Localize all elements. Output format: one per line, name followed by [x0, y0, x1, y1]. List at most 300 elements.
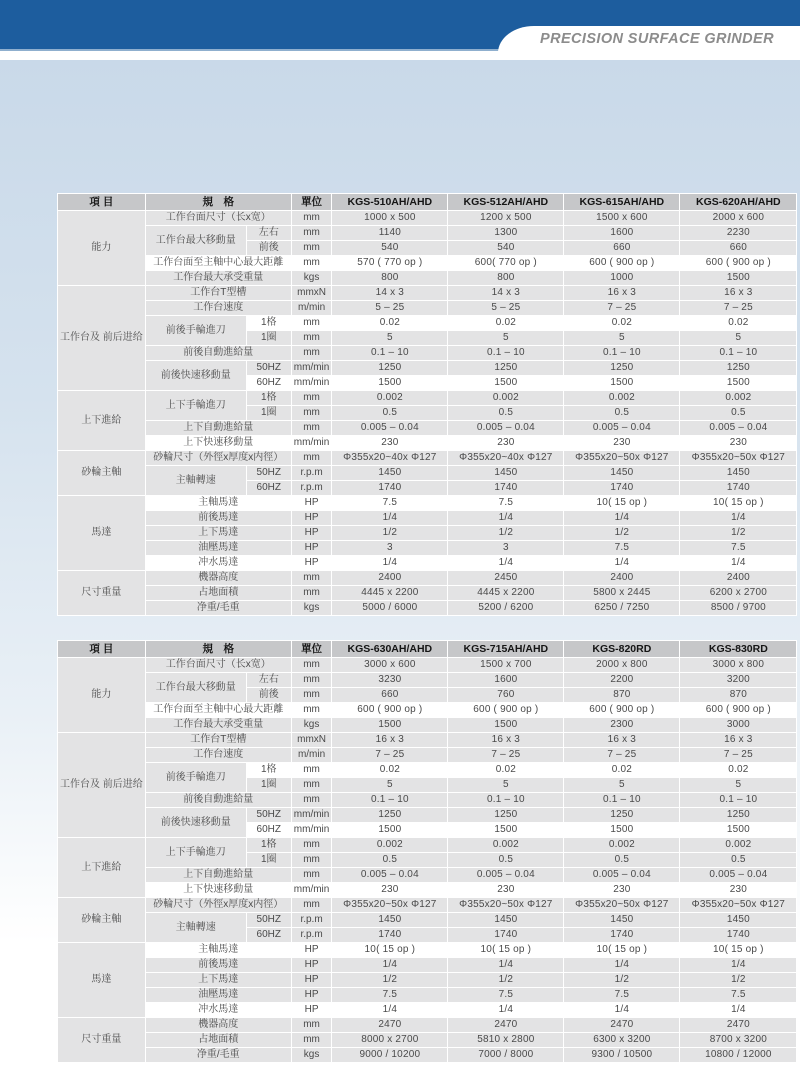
value-cell: 1500	[680, 823, 796, 837]
table-row	[58, 346, 796, 360]
unit-cell: kgs	[292, 601, 332, 615]
group-cell: 工作台及 前后进给	[58, 733, 145, 837]
value-cell: 10( 15 op )	[680, 496, 796, 510]
value-cell: 0.002	[448, 838, 563, 852]
value-cell: 0.1 – 10	[448, 346, 563, 360]
value-cell: 1250	[448, 808, 563, 822]
value-cell: 1/4	[448, 1003, 563, 1017]
value-cell: 800	[448, 271, 563, 285]
value-cell: 230	[680, 436, 796, 450]
value-cell: 1600	[564, 226, 679, 240]
value-cell: 7.5	[332, 496, 447, 510]
value-cell: 0.005 – 0.04	[564, 421, 679, 435]
value-cell: 7.5	[680, 541, 796, 555]
value-cell: 0.5	[680, 406, 796, 420]
value-cell: 5 – 25	[448, 301, 563, 315]
value-cell: 1/4	[332, 556, 447, 570]
column-header-spec: 規 格	[146, 641, 291, 657]
unit-cell: mm	[292, 1033, 332, 1047]
value-cell: 6250 / 7250	[564, 601, 679, 615]
value-cell: 0.1 – 10	[448, 793, 563, 807]
value-cell: 1/2	[680, 526, 796, 540]
value-cell: 16 x 3	[680, 733, 796, 747]
table-row	[58, 808, 796, 822]
value-cell: 0.1 – 10	[332, 793, 447, 807]
unit-cell: mm	[292, 778, 332, 792]
spec-cell: 工作台速度	[146, 301, 291, 315]
value-cell: 1500	[680, 271, 796, 285]
value-cell: 1450	[448, 466, 563, 480]
value-cell: 1200 x 500	[448, 211, 563, 225]
unit-cell: mm	[292, 763, 332, 777]
spec-cell: 前後自動進給量	[146, 346, 291, 360]
table-row	[58, 868, 796, 882]
group-cell: 砂輪主軸	[58, 451, 145, 495]
spec-cell: 上下馬達	[146, 526, 291, 540]
value-cell: 230	[564, 883, 679, 897]
spec-sub-cell: 50HZ	[247, 361, 291, 375]
banner-swoosh	[498, 26, 800, 60]
unit-cell: HP	[292, 556, 332, 570]
value-cell: 1500	[448, 376, 563, 390]
value-cell: Φ355x20~50x Φ127	[332, 898, 447, 912]
table-row	[58, 301, 796, 315]
table-row	[58, 511, 796, 525]
value-cell: 660	[680, 241, 796, 255]
table-row	[58, 673, 796, 687]
top-banner	[0, 0, 800, 51]
value-cell: 1740	[680, 481, 796, 495]
table-row	[58, 256, 796, 270]
spec-cell: 主軸馬達	[146, 943, 291, 957]
spec-sub-cell: 前後	[247, 688, 291, 702]
table-row	[58, 436, 796, 450]
value-cell: 230	[332, 883, 447, 897]
spec-sub-cell: 1圈	[247, 853, 291, 867]
value-cell: 14 x 3	[332, 286, 447, 300]
value-cell: 870	[564, 688, 679, 702]
spec-cell: 前後手輪進刀	[146, 316, 246, 345]
model-header: KGS-630AH/AHD	[332, 641, 447, 657]
table-row	[58, 466, 796, 480]
value-cell: 870	[680, 688, 796, 702]
value-cell: 7 – 25	[680, 301, 796, 315]
spec-cell: 上下自動進給量	[146, 421, 291, 435]
spec-sub-cell: 1圈	[247, 331, 291, 345]
value-cell: 760	[448, 688, 563, 702]
unit-cell: mm	[292, 793, 332, 807]
value-cell: 1/4	[564, 958, 679, 972]
spec-sub-cell: 60HZ	[247, 928, 291, 942]
unit-cell: mm	[292, 868, 332, 882]
value-cell: 1500 x 600	[564, 211, 679, 225]
group-cell: 能力	[58, 658, 145, 732]
spec-sub-cell: 前後	[247, 241, 291, 255]
table-row	[58, 718, 796, 732]
value-cell: 3000 x 800	[680, 658, 796, 672]
table-row	[58, 1033, 796, 1047]
column-header-spec: 規 格	[146, 194, 291, 210]
value-cell: 2230	[680, 226, 796, 240]
value-cell: 7.5	[564, 988, 679, 1002]
unit-cell: mm	[292, 316, 332, 330]
unit-cell: HP	[292, 511, 332, 525]
unit-cell: kgs	[292, 718, 332, 732]
value-cell: 1740	[448, 481, 563, 495]
group-cell: 工作台及 前后进给	[58, 286, 145, 390]
spec-cell: 工作台最大移動量	[146, 226, 246, 255]
value-cell: 1250	[680, 361, 796, 375]
value-cell: 1/4	[332, 1003, 447, 1017]
spec-sub-cell: 1格	[247, 763, 291, 777]
value-cell: 1500	[332, 376, 447, 390]
unit-cell: mm/min	[293, 884, 330, 896]
value-cell: 0.1 – 10	[564, 793, 679, 807]
unit-cell: mm	[292, 241, 332, 255]
value-cell: 1/2	[332, 973, 447, 987]
spec-sub-cell: 1格	[247, 838, 291, 852]
value-cell: 0.02	[564, 763, 679, 777]
value-cell: 0.5	[448, 853, 563, 867]
spec-cell: 上下手輪進刀	[146, 391, 246, 420]
spec-sub-cell: 1圈	[247, 406, 291, 420]
unit-cell: HP	[292, 958, 332, 972]
table-row	[58, 988, 796, 1002]
value-cell: 1500	[680, 376, 796, 390]
unit-cell: mm	[292, 421, 332, 435]
value-cell: 2000 x 800	[564, 658, 679, 672]
unit-cell: HP	[292, 943, 332, 957]
value-cell: 2400	[332, 571, 447, 585]
value-cell: 5	[680, 331, 796, 345]
table-row	[58, 451, 796, 465]
value-cell: 7.5	[564, 541, 679, 555]
value-cell: Φ355x20~50x Φ127	[564, 898, 679, 912]
value-cell: 600 ( 900 op )	[564, 256, 679, 270]
spec-sub-cell: 60HZ	[247, 376, 291, 390]
value-cell: 2400	[564, 571, 679, 585]
value-cell: 0.5	[680, 853, 796, 867]
value-cell: 5	[448, 778, 563, 792]
value-cell: 1250	[564, 361, 679, 375]
spec-sub-cell: 1圈	[247, 778, 291, 792]
spec-cell: 净重/毛重	[146, 601, 291, 615]
unit-cell: mm	[292, 586, 332, 600]
value-cell: 4445 x 2200	[448, 586, 563, 600]
table-row	[58, 703, 796, 717]
unit-cell: mm	[292, 673, 332, 687]
spec-cell: 上下快速移動量	[146, 436, 291, 450]
table-row	[58, 883, 796, 897]
value-cell: 1/2	[332, 526, 447, 540]
table-row	[58, 586, 796, 600]
spec-cell: 工作台面尺寸（长x宽）	[146, 658, 291, 672]
spec-cell: 油壓馬達	[146, 988, 291, 1002]
unit-cell: mm	[292, 1018, 332, 1032]
spec-cell: 工作台最大承受重量	[146, 718, 291, 732]
value-cell: 5	[564, 331, 679, 345]
value-cell: 0.002	[564, 838, 679, 852]
column-header-unit: 單位	[292, 641, 332, 657]
table-row	[58, 793, 796, 807]
value-cell: 9000 / 10200	[332, 1048, 447, 1062]
group-cell: 尺寸重量	[58, 1018, 145, 1062]
value-cell: 7 – 25	[680, 748, 796, 762]
value-cell: 660	[332, 688, 447, 702]
column-header-item: 項 目	[58, 194, 145, 210]
value-cell: 0.002	[564, 391, 679, 405]
value-cell: 540	[332, 241, 447, 255]
value-cell: 1140	[332, 226, 447, 240]
column-header-item: 項 目	[58, 641, 145, 657]
table-row	[58, 1048, 796, 1062]
value-cell: 1/2	[564, 526, 679, 540]
value-cell: 14 x 3	[448, 286, 563, 300]
value-cell: 0.1 – 10	[332, 346, 447, 360]
value-cell: 2000 x 600	[680, 211, 796, 225]
value-cell: 1500	[564, 823, 679, 837]
spec-table-container-2	[57, 640, 797, 1063]
value-cell: 2300	[564, 718, 679, 732]
value-cell: 540	[448, 241, 563, 255]
spec-cell: 機器高度	[146, 571, 291, 585]
value-cell: 0.005 – 0.04	[332, 421, 447, 435]
spec-cell: 上下快速移動量	[146, 883, 291, 897]
value-cell: 10( 15 op )	[564, 496, 679, 510]
unit-cell: mm/min	[293, 377, 330, 389]
value-cell: 1740	[332, 481, 447, 495]
spec-cell: 工作台T型槽	[146, 286, 291, 300]
table-row	[58, 913, 796, 927]
spec-cell: 前後自動進給量	[146, 793, 291, 807]
value-cell: 1/2	[448, 973, 563, 987]
value-cell: 0.02	[680, 316, 796, 330]
unit-cell: r.p.m	[292, 466, 332, 480]
table-row	[58, 286, 796, 300]
spec-cell: 工作台最大移動量	[146, 673, 246, 702]
value-cell: 570 ( 770 op )	[332, 256, 447, 270]
unit-cell: mm	[292, 838, 332, 852]
unit-cell: mm	[292, 346, 332, 360]
value-cell: 1250	[448, 361, 563, 375]
value-cell: 0.005 – 0.04	[564, 868, 679, 882]
value-cell: 3230	[332, 673, 447, 687]
spec-cell: 工作台最大承受重量	[146, 271, 291, 285]
spec-sub-cell: 60HZ	[247, 481, 291, 495]
spec-cell: 工作台面至主軸中心最大距離	[146, 256, 291, 270]
page-title: PRECISION SURFACE GRINDER	[540, 31, 774, 47]
unit-cell: r.p.m	[292, 913, 332, 927]
value-cell: 16 x 3	[680, 286, 796, 300]
unit-cell: mm	[292, 658, 332, 672]
value-cell: 1/4	[448, 556, 563, 570]
value-cell: 1450	[564, 913, 679, 927]
value-cell: 7.5	[332, 988, 447, 1002]
value-cell: 1450	[680, 913, 796, 927]
value-cell: 7 – 25	[564, 301, 679, 315]
value-cell: 1250	[332, 808, 447, 822]
unit-cell: mmxN	[292, 733, 332, 747]
value-cell: 6300 x 3200	[564, 1033, 679, 1047]
table-row	[58, 763, 796, 777]
spec-cell: 上下馬達	[146, 973, 291, 987]
unit-cell: mm	[292, 391, 332, 405]
unit-cell: HP	[292, 1003, 332, 1017]
value-cell: 3200	[680, 673, 796, 687]
value-cell: 1500	[448, 718, 563, 732]
value-cell: 600 ( 900 op )	[680, 703, 796, 717]
column-header-unit: 單位	[292, 194, 332, 210]
value-cell: Φ355x20~50x Φ127	[448, 898, 563, 912]
unit-cell: mm	[292, 406, 332, 420]
unit-cell: kgs	[292, 271, 332, 285]
value-cell: 7000 / 8000	[448, 1048, 563, 1062]
unit-cell: mm	[292, 451, 332, 465]
table-row	[58, 226, 796, 240]
value-cell: 16 x 3	[564, 733, 679, 747]
value-cell: 1740	[564, 481, 679, 495]
model-header: KGS-820RD	[564, 641, 679, 657]
unit-cell: mm	[292, 853, 332, 867]
value-cell: 2470	[564, 1018, 679, 1032]
value-cell: 5	[448, 331, 563, 345]
group-cell: 砂輪主軸	[58, 898, 145, 942]
value-cell: 1/2	[564, 973, 679, 987]
spec-cell: 前後快速移動量	[146, 361, 246, 390]
value-cell: 1250	[332, 361, 447, 375]
value-cell: 1000 x 500	[332, 211, 447, 225]
value-cell: 5800 x 2445	[564, 586, 679, 600]
unit-cell: mm	[292, 211, 332, 225]
value-cell: 0.02	[448, 316, 563, 330]
spec-cell: 砂輪尺寸（外徑x厚度x内徑）	[146, 451, 291, 465]
value-cell: 0.02	[564, 316, 679, 330]
value-cell: 5000 / 6000	[332, 601, 447, 615]
value-cell: 1/4	[564, 1003, 679, 1017]
value-cell: 1250	[564, 808, 679, 822]
table-row	[58, 211, 796, 225]
value-cell: 0.02	[448, 763, 563, 777]
table-row	[58, 1003, 796, 1017]
unit-cell: HP	[292, 541, 332, 555]
value-cell: 5	[564, 778, 679, 792]
table-row	[58, 958, 796, 972]
table-row	[58, 733, 796, 747]
value-cell: 0.002	[680, 391, 796, 405]
value-cell: 0.005 – 0.04	[332, 868, 447, 882]
value-cell: 0.5	[564, 406, 679, 420]
value-cell: 600 ( 900 op )	[680, 256, 796, 270]
unit-cell: m/min	[292, 301, 332, 315]
spec-cell: 冲水馬達	[146, 556, 291, 570]
value-cell: 0.005 – 0.04	[680, 868, 796, 882]
group-cell: 馬達	[58, 496, 145, 570]
value-cell: 9300 / 10500	[564, 1048, 679, 1062]
table-row	[58, 421, 796, 435]
unit-cell: mm	[292, 331, 332, 345]
table-row	[58, 1018, 796, 1032]
table-row	[58, 601, 796, 615]
value-cell: 1500	[564, 376, 679, 390]
table-row	[58, 391, 796, 405]
value-cell: 1000	[564, 271, 679, 285]
value-cell: 0.005 – 0.04	[448, 421, 563, 435]
spec-sub-cell: 50HZ	[247, 913, 291, 927]
value-cell: 1/4	[448, 511, 563, 525]
header-row	[58, 641, 796, 657]
value-cell: 5	[332, 331, 447, 345]
value-cell: 0.005 – 0.04	[680, 421, 796, 435]
spec-sub-cell: 50HZ	[247, 808, 291, 822]
table-row	[58, 541, 796, 555]
spec-sub-cell: 1格	[247, 316, 291, 330]
value-cell: 230	[448, 436, 563, 450]
value-cell: 230	[564, 436, 679, 450]
value-cell: 230	[332, 436, 447, 450]
model-header: KGS-510AH/AHD	[332, 194, 447, 210]
value-cell: 1/4	[564, 556, 679, 570]
value-cell: 7 – 25	[564, 748, 679, 762]
model-header: KGS-620AH/AHD	[680, 194, 796, 210]
unit-cell: kgs	[292, 1048, 332, 1062]
value-cell: 600( 770 op )	[448, 256, 563, 270]
value-cell: 5 – 25	[332, 301, 447, 315]
spec-sub-cell: 60HZ	[247, 823, 291, 837]
value-cell: 2450	[448, 571, 563, 585]
spec-cell: 工作台面尺寸（长x宽）	[146, 211, 291, 225]
value-cell: 0.1 – 10	[680, 793, 796, 807]
group-cell: 上下進給	[58, 838, 145, 897]
spec-cell: 上下手輪進刀	[146, 838, 246, 867]
value-cell: 1/4	[448, 958, 563, 972]
value-cell: 3	[448, 541, 563, 555]
value-cell: 1450	[680, 466, 796, 480]
unit-cell: mm	[292, 226, 332, 240]
value-cell: 4445 x 2200	[332, 586, 447, 600]
spec-cell: 主軸轉速	[146, 466, 246, 495]
value-cell: 0.5	[448, 406, 563, 420]
spec-cell: 上下自動進給量	[146, 868, 291, 882]
spec-table-2	[57, 640, 797, 1063]
value-cell: 5810 x 2800	[448, 1033, 563, 1047]
unit-cell: HP	[292, 496, 332, 510]
value-cell: 10800 / 12000	[680, 1048, 796, 1062]
spec-cell: 砂輪尺寸（外徑x厚度x内徑）	[146, 898, 291, 912]
unit-cell: mmxN	[292, 286, 332, 300]
value-cell: 1740	[680, 928, 796, 942]
spec-table-1	[57, 193, 797, 616]
value-cell: 0.002	[332, 391, 447, 405]
value-cell: 0.02	[680, 763, 796, 777]
table-row	[58, 361, 796, 375]
value-cell: Φ355x20~40x Φ127	[332, 451, 447, 465]
value-cell: 1740	[448, 928, 563, 942]
value-cell: 1/4	[332, 511, 447, 525]
spec-cell: 油壓馬達	[146, 541, 291, 555]
spec-cell: 前後手輪進刀	[146, 763, 246, 792]
value-cell: 1/4	[680, 511, 796, 525]
value-cell: 1300	[448, 226, 563, 240]
table-row	[58, 496, 796, 510]
value-cell: 0.02	[332, 316, 447, 330]
model-header: KGS-615AH/AHD	[564, 194, 679, 210]
value-cell: Φ355x20~50x Φ127	[680, 898, 796, 912]
table-row	[58, 271, 796, 285]
value-cell: 16 x 3	[564, 286, 679, 300]
spec-cell: 占地面積	[146, 1033, 291, 1047]
spec-table-container-1	[57, 193, 797, 616]
header-row	[58, 194, 796, 210]
